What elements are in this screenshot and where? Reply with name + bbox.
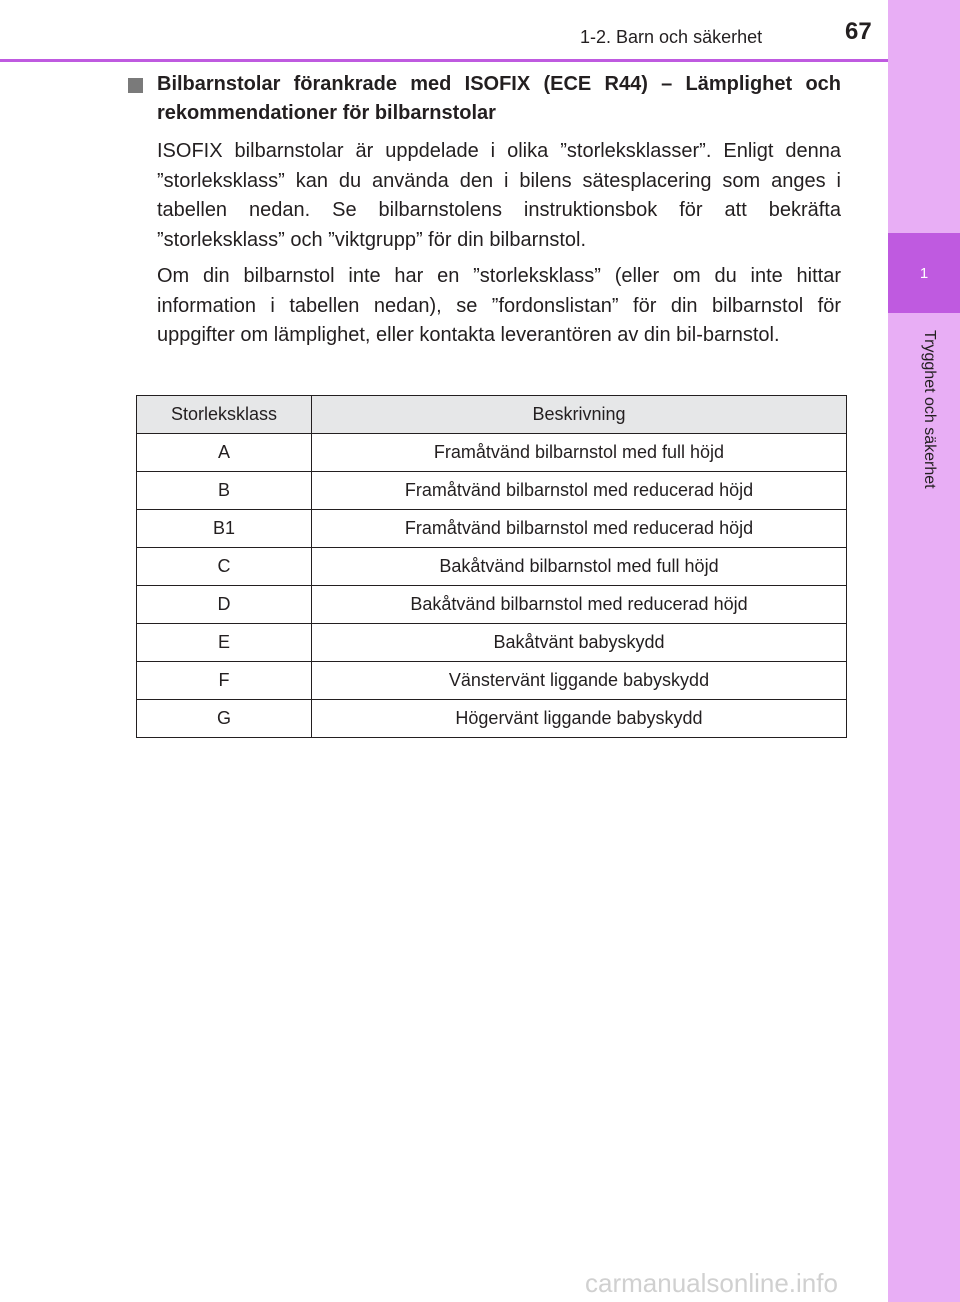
table-row [137,434,847,472]
description-cell: Högervänt liggande babyskydd [312,700,847,738]
header-divider [0,59,888,62]
size-class-cell: F [137,662,312,700]
table-row [137,510,847,548]
page-number: 67 [845,18,872,45]
size-class-cell: B [137,472,312,510]
square-bullet-icon [128,78,143,93]
description-cell: Framåtvänd bilbarnstol med reducerad höjd [312,510,847,548]
watermark: carmanualsonline.info [585,1268,838,1298]
description-cell: Bakåtvänd bilbarnstol med full höjd [312,548,847,586]
table-row [137,548,847,586]
paragraph: ISOFIX bilbarnstolar är uppdelade i olika ”storleksklasser”. Enligt denna ”storleksklass” kan du använda den i bilens sätesplacering som anges i tabellen nedan. Se bilbarnstolens instruktionsbok för att bekräfta ”storleksklass” och ”viktgrupp” för din bilbarnstol. [157,140,841,251]
chapter-title: Trygghet och säkerhet [921,330,938,489]
section-heading: Bilbarnstolar förankrade med ISOFIX (ECE R44) – Lämplighet och rekommendationer för bilbarnstolar [157,73,841,124]
chapter-number: 1 [888,233,960,313]
table-row [137,624,847,662]
size-class-cell: C [137,548,312,586]
size-class-cell: E [137,624,312,662]
table-row [137,662,847,700]
description-cell: Vänstervänt liggande babyskydd [312,662,847,700]
column-header-description: Beskrivning [312,396,847,434]
size-class-cell: B1 [137,510,312,548]
section-title: 1-2. Barn och säkerhet [580,27,763,47]
size-class-cell: A [137,434,312,472]
side-tab [888,0,960,1302]
table-row [137,586,847,624]
table-row [137,472,847,510]
description-cell: Bakåtvänt babyskydd [312,624,847,662]
size-class-cell: G [137,700,312,738]
table-row [137,700,847,738]
size-class-table [136,395,847,738]
size-class-cell: D [137,586,312,624]
description-cell: Framåtvänd bilbarnstol med reducerad höjd [312,472,847,510]
table-header-row [137,396,847,434]
description-cell: Framåtvänd bilbarnstol med full höjd [312,434,847,472]
paragraph: Om din bilbarnstol inte har en ”storleksklass” (eller om du inte hittar information i tabellen nedan), se ”fordonslistan” för din bilbarnstol för uppgifter om lämplighet, eller kontakta leverantören av din bil-barnstol. [157,265,841,346]
column-header-size-class: Storleksklass [137,396,312,434]
description-cell: Bakåtvänd bilbarnstol med reducerad höjd [312,586,847,624]
